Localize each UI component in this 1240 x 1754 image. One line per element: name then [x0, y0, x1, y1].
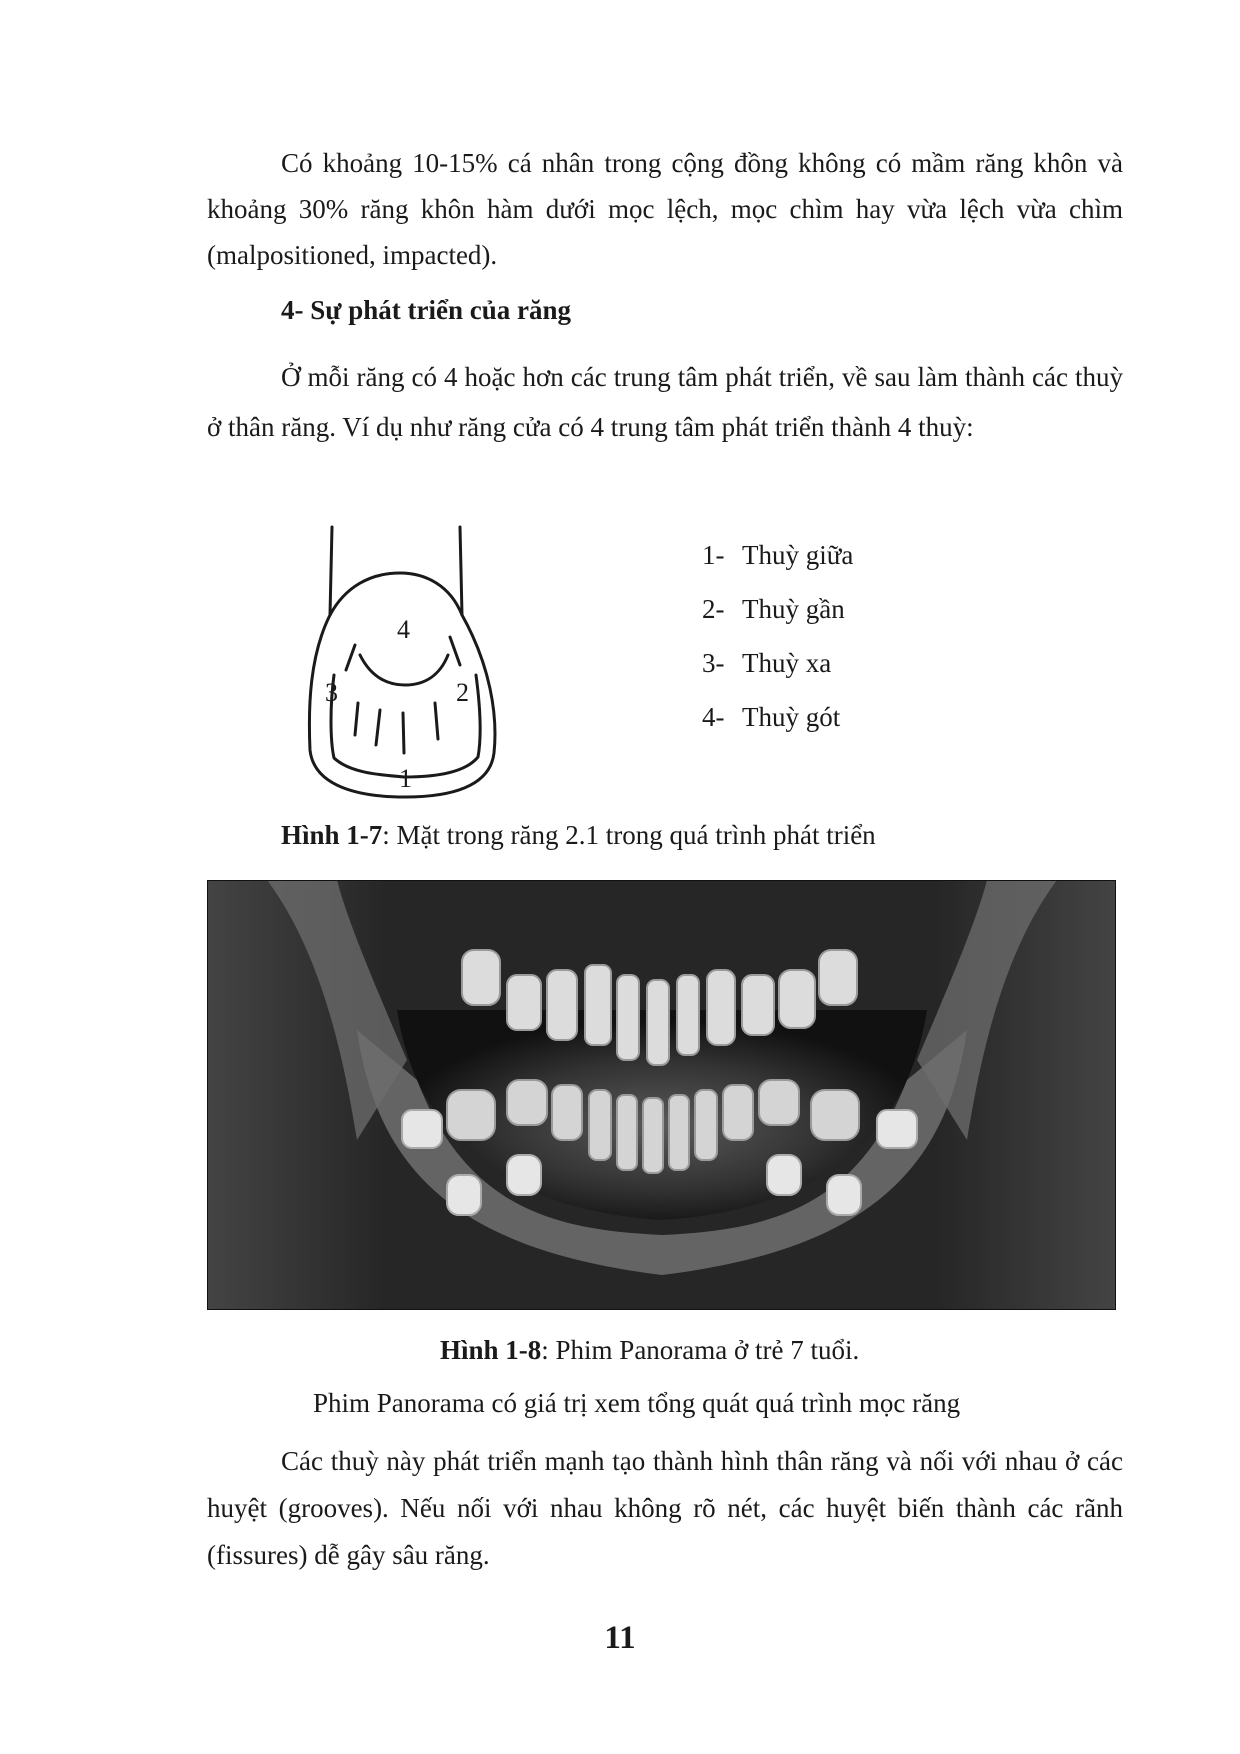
figure-1-7-caption: Hình 1-7: Mặt trong răng 2.1 trong quá trình phát triển	[281, 820, 876, 850]
paragraph-lobes-grooves: Các thuỳ này phát triển mạnh tạo thành hình thân răng và nối với nhau ở các huyệt (grooves). Nếu nối với nhau không rõ nét, các huyệt biến thành các rãnh (fissures) dễ gây sâu răng.	[207, 1446, 1123, 1570]
paragraph-wisdom-teeth: Có khoảng 10-15% cá nhân trong cộng đồng không có mầm răng khôn và khoảng 30% răng khôn hàm dưới mọc lệch, mọc chìm hay vừa lệch vừa chìm (malpositioned, impacted).	[207, 148, 1123, 270]
panoramic-xray-image	[207, 880, 1116, 1310]
legend-item: 2- Thuỳ gần	[702, 594, 845, 624]
root-left-line	[330, 527, 332, 615]
ridge-2	[376, 710, 380, 745]
ridge-1	[355, 703, 358, 735]
lobe-legend	[702, 528, 853, 744]
lobe-4-contour	[360, 655, 448, 685]
ridge-4	[435, 703, 438, 739]
ridge-left-top	[346, 645, 355, 670]
diagram-label-3: 3	[325, 678, 338, 707]
paragraph-development-centers: Ở mỗi răng có 4 hoặc hơn các trung tâm phát triển, về sau làm thành các thuỳ ở thân răng. Ví dụ như răng cửa có 4 trung tâm phát triển thành 4 thuỳ:	[207, 362, 1123, 442]
page-number: 11	[604, 1620, 636, 1656]
diagram-label-4: 4	[397, 615, 410, 644]
figure-1-8-caption: Hình 1-8: Phim Panorama ở trẻ 7 tuổi.	[440, 1335, 860, 1365]
diagram-label-1: 1	[399, 764, 412, 793]
legend-item: 3- Thuỳ xa	[702, 648, 832, 678]
incisor-lobes-diagram	[300, 525, 510, 805]
diagram-label-2: 2	[456, 678, 469, 707]
root-right-line	[460, 527, 462, 615]
ridge-right-top	[450, 637, 460, 665]
legend-item: 1- Thuỳ giữa	[702, 540, 854, 570]
ridge-3	[403, 713, 404, 753]
section-heading: 4- Sự phát triển của răng	[281, 295, 571, 325]
figure-1-8-subcaption: Phim Panorama có giá trị xem tổng quát quá trình mọc răng	[313, 1388, 961, 1418]
legend-item: 4- Thuỳ gót	[702, 702, 841, 732]
